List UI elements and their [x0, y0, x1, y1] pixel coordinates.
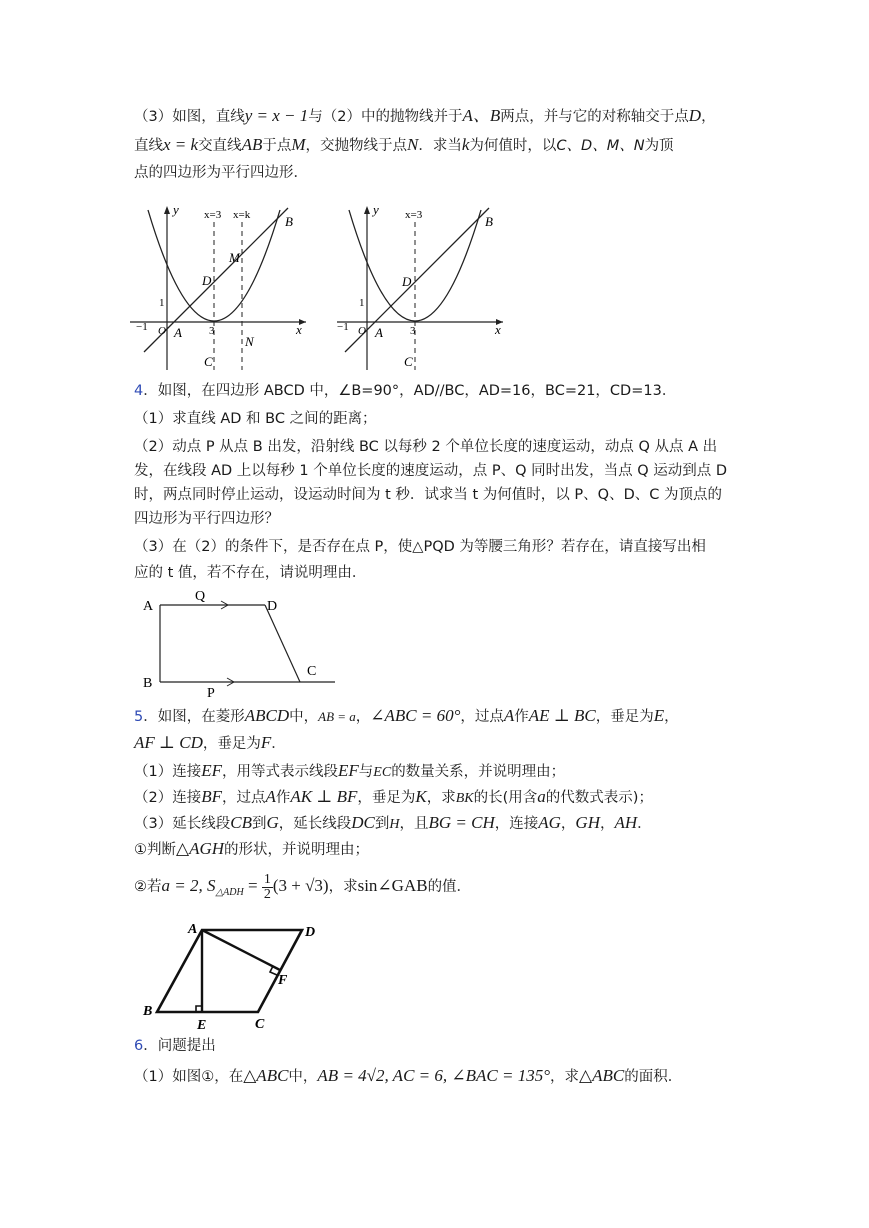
point-m: M [229, 250, 240, 265]
point-a: A [143, 599, 154, 614]
point-c: C [307, 664, 317, 679]
text: ，求 [550, 1069, 580, 1085]
point-d: D [202, 273, 212, 288]
text: 的形状，并说明理由； [224, 842, 370, 858]
point-d: D [402, 274, 412, 289]
point: D [688, 106, 702, 125]
label-x-eq-3: x=3 [204, 209, 222, 221]
equation: y = x − 1 [244, 106, 309, 125]
q4-line-5: 时，两点同时停止运动，设运动时间为 t 秒．试求当 t 为何值时，以 P、Q、D、C 为顶点的 [134, 487, 722, 503]
text: 为顶 [644, 138, 674, 154]
q4-line-7: （3）在（2）的条件下，是否存在点 P，使△PQD 为等腰三角形？若存在，请直接写出相 [134, 539, 706, 555]
text: 与（2）中的抛物线并于 [308, 109, 463, 125]
math: ABCD [244, 706, 290, 725]
text: 直线 [134, 138, 163, 154]
point-f: F [278, 973, 288, 988]
math: BK [455, 791, 474, 806]
rhombus-figure [140, 918, 325, 1033]
text: 交直线 [198, 138, 242, 154]
q5-line-5 [134, 813, 652, 835]
points: A、B [462, 106, 501, 125]
y-label: y [373, 202, 379, 217]
point-p: P [207, 686, 215, 700]
math: BF [201, 787, 223, 806]
point-b: B [485, 214, 493, 229]
text: 的长(用含 [473, 790, 538, 806]
text: ，垂足为 [595, 709, 654, 725]
tick-minus-1: −1 [337, 321, 349, 333]
text: ， [355, 709, 371, 725]
points: C、D、M、N [556, 138, 645, 154]
question-number: 5 [134, 709, 144, 725]
math: AK ⊥ BF [290, 787, 358, 806]
text: ，求 [426, 790, 456, 806]
math: AB = 4√2, AC = 6, ∠BAC = 135° [317, 1066, 551, 1085]
q4-line-8: 应的 t 值，若不存在，请说明理由． [134, 565, 367, 581]
fraction-one-half [262, 873, 273, 902]
q3-line-2 [134, 135, 674, 156]
math-subscript: △ADH [215, 886, 244, 898]
math: AB = a [318, 709, 356, 724]
math: A [265, 787, 276, 806]
point-n: N [245, 334, 254, 349]
point-c: C [404, 354, 413, 369]
tick-minus-1: −1 [136, 321, 148, 333]
text: （1）如图①，在 [134, 1069, 244, 1085]
text: 作 [514, 709, 529, 725]
point: M [291, 135, 306, 154]
math: E [653, 706, 665, 725]
q5-line-7 [134, 866, 471, 913]
trapezoid-figure [135, 590, 350, 700]
text: ， [599, 816, 615, 832]
q5-line-6 [134, 839, 369, 860]
text: ， [664, 709, 679, 725]
math: GH [575, 813, 600, 832]
q3-line-3: 点的四边形为平行四边形． [134, 165, 308, 181]
text: ，且 [399, 816, 429, 832]
point-b: B [143, 1004, 153, 1019]
label-x-eq-3: x=3 [405, 209, 423, 221]
text: ，垂足为 [357, 790, 416, 806]
point-b: B [285, 214, 293, 229]
x-label: x [296, 322, 302, 337]
math: EF [338, 761, 359, 780]
line-name: AB [241, 135, 263, 154]
math: K [415, 787, 427, 806]
point-a: A [188, 922, 198, 937]
tick-3: 3 [410, 325, 416, 337]
math: AE ⊥ BC [528, 706, 596, 725]
text: ，求 [328, 879, 358, 895]
text: 作 [275, 790, 291, 806]
q4-line-3: （2）动点 P 从点 B 出发，沿射线 BC 以每秒 2 个单位长度的速度运动，动点 Q 从点 A 出 [134, 439, 718, 455]
text: 于点 [262, 138, 292, 154]
math: DC [351, 813, 375, 832]
tick-1: 1 [359, 297, 365, 309]
text: ，交抛物线于点 [305, 138, 408, 154]
text: ．如图，在菱形 [143, 709, 245, 725]
math: F [260, 733, 272, 752]
variable: k [461, 135, 470, 154]
text: （3）延长线段 [134, 816, 231, 832]
segment-af [202, 930, 280, 970]
point-e: E [197, 1018, 207, 1033]
text: （1）连接 [134, 764, 202, 780]
text: ．求当 [418, 138, 462, 154]
text: 为何值时，以 [469, 138, 557, 154]
q5-line-1 [134, 706, 679, 727]
math: ∠ABC = 60° [370, 706, 461, 725]
math: a [537, 787, 546, 806]
math: BG = CH [428, 813, 495, 832]
question-number: 6 [134, 1038, 144, 1054]
question-number: 4 [134, 383, 144, 399]
label-x-eq-k: x=k [233, 209, 251, 221]
q6-line-1 [134, 1036, 216, 1056]
x-label: x [495, 322, 501, 337]
math: EF [201, 761, 223, 780]
text: （3）如图，直线 [134, 109, 245, 125]
math: AH [614, 813, 638, 832]
parabola-graph-2 [337, 200, 517, 376]
math: a = 2, S [161, 876, 216, 895]
text: 的面积． [624, 1069, 683, 1085]
y-axis-arrow [364, 206, 370, 214]
math: H [389, 817, 400, 832]
math: A [503, 706, 515, 725]
text: ②若 [134, 879, 162, 895]
rhombus-abcd [157, 930, 302, 1012]
text: ，过点 [460, 709, 504, 725]
text: ，用等式表示线段 [222, 764, 339, 780]
text: ，连接 [494, 816, 539, 832]
math: = [243, 876, 262, 895]
text: 的值． [427, 879, 472, 895]
point-q: Q [195, 590, 206, 604]
point-d: D [267, 599, 278, 614]
text: ，过点 [222, 790, 266, 806]
segment-cd [265, 605, 300, 682]
text: ． [637, 816, 652, 832]
q5-line-3 [134, 761, 565, 783]
math: △AGH [176, 839, 225, 858]
tick-3: 3 [209, 325, 215, 337]
point-b: B [143, 676, 153, 691]
math: CB [230, 813, 252, 832]
math: AG [538, 813, 561, 832]
tick-1: 1 [159, 297, 165, 309]
q4-line-6: 四边形为平行四边形？ [134, 511, 279, 527]
text: ，延长线段 [278, 816, 352, 832]
q3-line-1 [134, 106, 716, 127]
text: ，垂足为 [202, 736, 261, 752]
math: AF ⊥ CD [134, 733, 203, 752]
y-axis-arrow [164, 206, 170, 214]
text: 到 [251, 816, 267, 832]
text: （2）连接 [134, 790, 202, 806]
denominator: 2 [263, 886, 271, 902]
text: 到 [374, 816, 390, 832]
point: N [407, 135, 419, 154]
point-d: D [305, 925, 316, 940]
text: 的代数式表示)； [545, 790, 653, 806]
parabola-graph-1 [130, 200, 310, 376]
text: ．问题提出 [143, 1038, 216, 1054]
text: 与 [358, 764, 374, 780]
math: G [266, 813, 279, 832]
math: △ABC [243, 1066, 289, 1085]
q4-line-1 [134, 381, 676, 401]
text: 中， [289, 709, 319, 725]
math: sin∠GAB [357, 876, 428, 895]
math: △ABC [579, 1066, 625, 1085]
point-c: C [255, 1017, 265, 1032]
text: ， [560, 816, 576, 832]
origin-label: O [358, 325, 366, 337]
q5-line-2 [134, 733, 286, 754]
text: 中， [288, 1069, 318, 1085]
q6-line-2 [134, 1066, 682, 1087]
math: EC [373, 765, 392, 780]
math: (3 + √3) [272, 876, 329, 895]
text: ． [271, 736, 286, 752]
origin-label: O [158, 325, 166, 337]
point-a: A [375, 325, 383, 340]
numerator: 1 [263, 871, 271, 887]
point-a: A [174, 325, 182, 340]
y-label: y [173, 202, 179, 217]
point-c: C [204, 354, 213, 369]
q4-line-2: （1）求直线 AD 和 BC 之间的距离； [134, 411, 377, 427]
equation: x = k [163, 135, 199, 154]
text: ， [701, 109, 716, 125]
q5-line-4 [134, 787, 653, 809]
q4-line-4: 发，在线段 AD 上以每秒 1 个单位长度的速度运动，点 P、Q 同时出发，当点 Q 运动到点 D [134, 463, 728, 479]
text: ①判断 [134, 842, 176, 858]
text: 的数量关系，并说明理由； [391, 764, 566, 780]
text: 两点，并与它的对称轴交于点 [500, 109, 689, 125]
text: ．如图，在四边形 ABCD 中，∠B=90°，AD//BC，AD=16，BC=21，CD=13． [143, 383, 677, 399]
